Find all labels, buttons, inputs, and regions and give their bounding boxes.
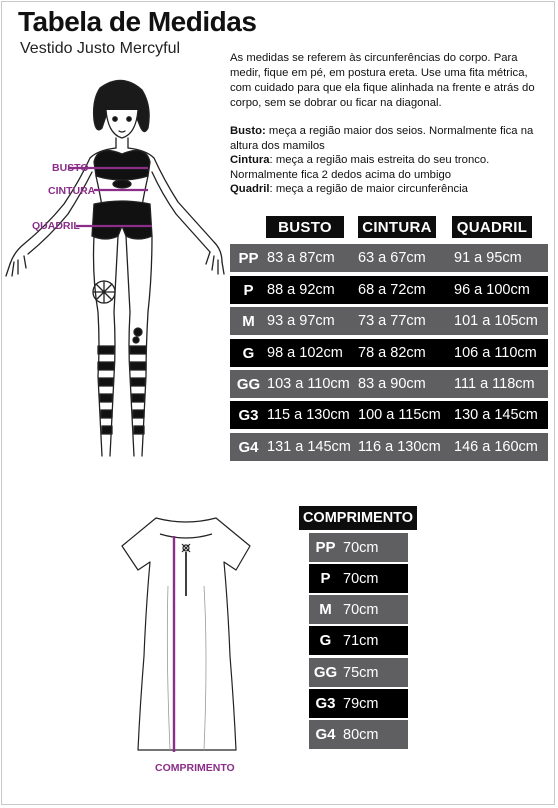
length-value: 70cm [343,601,379,618]
length-row-p [309,564,408,593]
cintura-label: CINTURA [48,185,96,197]
quadril-value: 91 a 95cm [454,250,522,266]
cintura-value: 68 a 72cm [358,282,426,298]
comprimento-label: COMPRIMENTO [155,762,235,774]
cintura-value: 83 a 90cm [358,376,426,392]
length-row-m [309,595,408,624]
size-label: GG [236,375,261,393]
size-row-m [230,307,548,335]
length-row-pp [309,533,408,562]
quadril-value: 96 a 100cm [454,282,530,298]
length-value: 70cm [343,539,379,556]
quadril-value: 111 a 118cm [454,376,535,392]
busto-value: 98 a 102cm [267,345,343,361]
size-label: G4 [238,438,259,456]
busto-value: 88 a 92cm [267,282,335,298]
quadril-label: QUADRIL [32,220,80,232]
quadril-value: 106 a 110cm [454,345,537,361]
busto-value: 103 a 110cm [267,376,350,392]
size-label: P [243,281,254,299]
size-label: PP [238,249,259,267]
busto-value: 93 a 97cm [267,313,335,329]
definition-text: meça a região maior dos seios. Normalmente fica na altura dos mamilos [230,125,534,152]
cintura-value: 78 a 82cm [358,345,426,361]
size-label: G3 [238,406,259,424]
body-figure-illustration [2,76,226,462]
length-value: 71cm [343,632,379,649]
definition-term: Busto: [230,125,266,137]
cintura-value: 100 a 115cm [358,407,441,423]
definition-text: : meça a região de maior circunferência [269,183,468,196]
definition-term: Quadril [230,183,270,196]
length-table-header: COMPRIMENTO [299,506,417,530]
measurement-instructions: As medidas se referem às circunferências do corpo. Para medir, fique em pé, em postura ereta. Use uma fita métrica, com cuidado para que ela fique alinhada na frente e atrás do corpo, sem se dobrar ou ficar na diagonal. [230,52,535,109]
size-table-header-busto: BUSTO [266,216,344,238]
dress-illustration [112,506,262,756]
size-label: GG [313,664,338,681]
cintura-value: 73 a 77cm [358,313,426,329]
size-label: G3 [315,695,336,712]
size-row-g3 [230,401,548,429]
definition-text: : meça a região mais estreita do seu tronco. Normalmente fica 2 dedos acima do umbigo [230,154,490,181]
busto-value: 131 a 145cm [267,439,351,455]
size-row-p [230,276,548,304]
busto-label: BUSTO [52,162,89,174]
size-table-header-cintura: CINTURA [358,216,436,238]
measurement-definitions [230,124,550,197]
cintura-value: 63 a 67cm [358,250,426,266]
page-subtitle: Vestido Justo Mercyful [20,40,181,57]
length-value: 80cm [343,726,379,743]
length-row-g4 [309,720,408,749]
definition-quadril [230,182,550,197]
length-value: 70cm [343,570,379,587]
size-label: PP [315,539,336,556]
cintura-value: 116 a 130cm [358,439,441,455]
definition-busto [230,124,550,153]
quadril-value: 130 a 145cm [454,407,538,423]
page-title: Tabela de Medidas [18,6,257,37]
length-row-g3 [309,689,408,718]
size-table-header-quadril: QUADRIL [452,216,532,238]
size-label: P [320,570,331,587]
size-row-gg [230,370,548,398]
length-value: 79cm [343,695,379,712]
definition-cintura [230,153,550,182]
size-label: G [319,632,332,649]
length-row-g [309,626,408,655]
size-label: G [242,344,255,362]
quadril-value: 101 a 105cm [454,313,538,329]
definition-term: Cintura [230,154,270,167]
length-value: 75cm [343,664,379,681]
size-row-g4 [230,433,548,461]
size-row-pp [230,244,548,272]
size-label: M [319,601,332,618]
quadril-value: 146 a 160cm [454,439,538,455]
busto-value: 83 a 87cm [267,250,335,266]
size-row-g [230,339,548,367]
size-label: G4 [315,726,336,743]
size-label: M [242,312,255,330]
busto-value: 115 a 130cm [267,407,350,423]
length-row-gg [309,658,408,687]
